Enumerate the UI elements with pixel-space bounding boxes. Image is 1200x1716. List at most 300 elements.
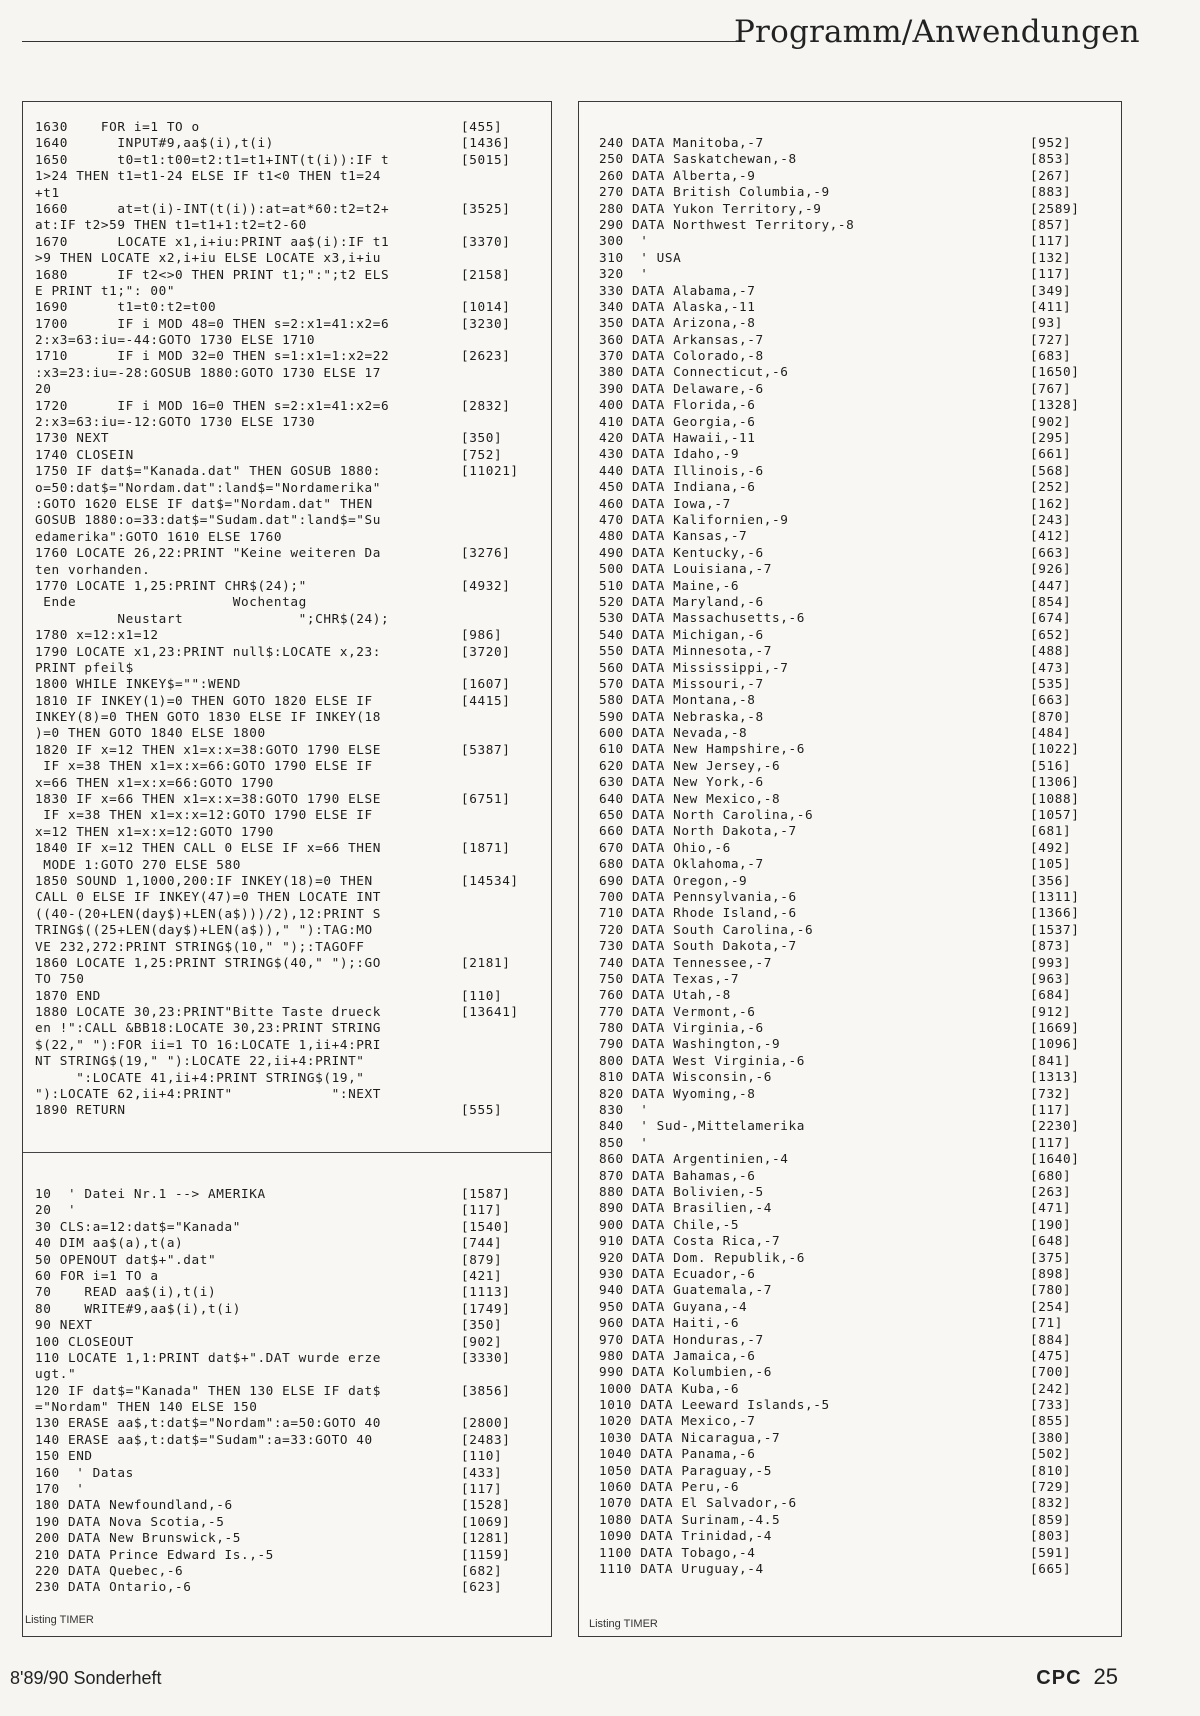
checksum: [375] xyxy=(1030,1249,1072,1265)
checksum: [674] xyxy=(1030,610,1072,626)
code-line: 100 CLOSEOUT xyxy=(35,1333,134,1349)
code-line: 260 DATA Alberta,-9 xyxy=(599,167,756,183)
checksum: [1669] xyxy=(1030,1020,1080,1036)
listing-caption-right: Listing TIMER xyxy=(589,1618,658,1630)
code-line: at:IF t2>59 THEN t1=t1+1:t2=t2-60 xyxy=(35,217,307,233)
checksum: [3230] xyxy=(461,315,511,331)
checksum: [729] xyxy=(1030,1479,1072,1495)
code-line: 1650 t0=t1:t00=t2:t1=t1+INT(t(i)):IF t xyxy=(35,151,390,167)
code-line: IF x=38 THEN x1=x:x=12:GOTO 1790 ELSE IF xyxy=(35,807,373,823)
checksum: [623] xyxy=(461,1579,503,1595)
checksum xyxy=(461,381,519,397)
code-line: 220 DATA Quebec,-6 xyxy=(35,1562,184,1578)
code-line: 620 DATA New Jersey,-6 xyxy=(599,757,781,773)
code-line: o=50:dat$="Nordam.dat":land$="Nordamerika" xyxy=(35,479,382,495)
checksum: [488] xyxy=(1030,643,1072,659)
code-line: 700 DATA Pennsylvania,-6 xyxy=(599,888,797,904)
checksum: [242] xyxy=(1030,1380,1072,1396)
checksum xyxy=(461,824,519,840)
code-line: 550 DATA Minnesota,-7 xyxy=(599,643,773,659)
checksum: [952] xyxy=(1030,135,1072,150)
checksum: [1436] xyxy=(461,135,511,151)
page-number: 25 xyxy=(1093,1664,1118,1689)
code-line: 1000 DATA Kuba,-6 xyxy=(599,1380,740,1396)
checksum: [652] xyxy=(1030,626,1072,642)
checksum: [3525] xyxy=(461,200,511,216)
code-line: 250 DATA Saskatchewan,-8 xyxy=(599,151,797,167)
checksum: [854] xyxy=(1030,593,1072,609)
code-line: 750 DATA Texas,-7 xyxy=(599,970,740,986)
checksum: [117] xyxy=(461,1481,503,1497)
checksum: [2832] xyxy=(461,397,511,413)
checksum: [2623] xyxy=(461,348,511,364)
code-line: 1760 LOCATE 26,22:PRINT "Keine weiteren Da xyxy=(35,545,382,561)
code-line: 1720 IF i MOD 16=0 THEN s=2:x1=41:x2=6 xyxy=(35,397,390,413)
code-line: 1050 DATA Paraguay,-5 xyxy=(599,1462,773,1478)
code-line: TRING$((25+LEN(day$)+LEN(a$))," "):TAG:MO xyxy=(35,922,373,938)
checksum: [471] xyxy=(1030,1200,1072,1216)
code-line: 810 DATA Wisconsin,-6 xyxy=(599,1069,773,1085)
code-line: 830 ' xyxy=(599,1102,649,1118)
code-line: :GOTO 1620 ELSE IF dat$="Nordam.dat" THEN xyxy=(35,495,373,511)
listing-code-block-top xyxy=(35,119,389,1119)
code-line: 480 DATA Kansas,-7 xyxy=(599,528,748,544)
code-line: 80 WRITE#9,aa$(i),t(i) xyxy=(35,1300,241,1316)
code-line: 1810 IF INKEY(1)=0 THEN GOTO 1820 ELSE IF xyxy=(35,692,373,708)
checksum: [568] xyxy=(1030,462,1072,478)
checksum xyxy=(461,365,519,381)
checksum xyxy=(461,611,519,627)
checksum: [883] xyxy=(1030,184,1072,200)
checksum xyxy=(461,168,519,184)
checksum xyxy=(461,529,519,545)
code-line: 1660 at=t(i)-INT(t(i)):at=at*60:t2=t2+ xyxy=(35,200,390,216)
checksum: [1159] xyxy=(461,1546,511,1562)
checksum: [2230] xyxy=(1030,1118,1080,1134)
checksum xyxy=(461,480,519,496)
code-line: 10 ' Datei Nr.1 --> AMERIKA xyxy=(35,1186,266,1201)
code-line: 800 DATA West Virginia,-6 xyxy=(599,1052,805,1068)
code-line: 1860 LOCATE 1,25:PRINT STRING$(40," ");:GO xyxy=(35,954,382,970)
code-line: 140 ERASE aa$,t:dat$="Sudam":a=33:GOTO 40 xyxy=(35,1431,373,1447)
code-line: 120 IF dat$="Kanada" THEN 130 ELSE IF dat$ xyxy=(35,1382,382,1398)
code-line: 230 DATA Ontario,-6 xyxy=(35,1579,192,1595)
code-line: 650 DATA North Carolina,-6 xyxy=(599,807,814,823)
checksum xyxy=(461,709,519,725)
code-line: 840 ' Sud-,Mittelamerika xyxy=(599,1118,805,1134)
checksum: [1313] xyxy=(1030,1069,1080,1085)
code-line: TO 750 xyxy=(35,971,85,987)
code-line: 320 ' xyxy=(599,266,649,282)
code-line: E PRINT t1;": 00" xyxy=(35,282,176,298)
code-line: Ende Wochentag xyxy=(35,594,307,610)
code-line: 910 DATA Costa Rica,-7 xyxy=(599,1233,781,1249)
checksum: [110] xyxy=(461,1448,503,1464)
code-line: 730 DATA South Dakota,-7 xyxy=(599,938,797,954)
code-line: 1060 DATA Peru,-6 xyxy=(599,1479,740,1495)
code-line: 1800 WHILE INKEY$="":WEND xyxy=(35,676,241,692)
checksum: [1281] xyxy=(461,1530,511,1546)
right-listing-box xyxy=(578,101,1122,1637)
checksum: [3720] xyxy=(461,643,511,659)
checksum: [2158] xyxy=(461,266,511,282)
code-line: 130 ERASE aa$,t:dat$="Nordam":a=50:GOTO 40 xyxy=(35,1415,382,1431)
code-line: 490 DATA Kentucky,-6 xyxy=(599,544,764,560)
checksum: [3370] xyxy=(461,233,511,249)
code-line: 1040 DATA Panama,-6 xyxy=(599,1446,756,1462)
code-line: 170 ' xyxy=(35,1481,85,1497)
code-line: 570 DATA Missouri,-7 xyxy=(599,675,764,691)
checksum: [5387] xyxy=(461,741,511,757)
code-line: 790 DATA Washington,-9 xyxy=(599,1036,781,1052)
checksum xyxy=(461,250,519,266)
checksum xyxy=(461,332,519,348)
checksum xyxy=(461,1020,519,1036)
checksum: [412] xyxy=(1030,528,1072,544)
checksum: [902] xyxy=(461,1333,503,1349)
checksum: [1650] xyxy=(1030,364,1080,380)
code-line: 720 DATA South Carolina,-6 xyxy=(599,921,814,937)
checksum: [853] xyxy=(1030,151,1072,167)
checksum: [648] xyxy=(1030,1233,1072,1249)
code-line: 560 DATA Mississippi,-7 xyxy=(599,659,789,675)
listing-caption-left: Listing TIMER xyxy=(25,1614,94,1626)
checksum: [1113] xyxy=(461,1284,511,1300)
checksum: [356] xyxy=(1030,872,1072,888)
checksum: [733] xyxy=(1030,1397,1072,1413)
checksum: [349] xyxy=(1030,282,1072,298)
code-line: 90 NEXT xyxy=(35,1317,93,1333)
checksum xyxy=(461,807,519,823)
checksum: [2800] xyxy=(461,1415,511,1431)
checksum: [727] xyxy=(1030,331,1072,347)
checksum: [516] xyxy=(1030,757,1072,773)
checksum: [190] xyxy=(1030,1216,1072,1232)
listing-checksums-right xyxy=(1030,135,1079,1577)
code-line: 430 DATA Idaho,-9 xyxy=(599,446,740,462)
checksum xyxy=(461,283,519,299)
checksum: [117] xyxy=(1030,1102,1072,1118)
code-line: ="Nordam" THEN 140 ELSE 150 xyxy=(35,1399,258,1415)
checksum: [963] xyxy=(1030,970,1072,986)
checksum: [117] xyxy=(1030,266,1072,282)
issue-label: 8'89/90 Sonderheft xyxy=(10,1668,162,1688)
magazine-logo: CPC xyxy=(1036,1667,1082,1689)
code-line: 1010 DATA Leeward Islands,-5 xyxy=(599,1397,830,1413)
code-line: 960 DATA Haiti,-6 xyxy=(599,1315,740,1331)
code-line: 110 LOCATE 1,1:PRINT dat$+".DAT wurde erze xyxy=(35,1349,382,1365)
code-line: 50 OPENOUT dat$+".dat" xyxy=(35,1251,217,1267)
checksum xyxy=(461,889,519,905)
checksum xyxy=(461,185,519,201)
checksum: [680] xyxy=(1030,1167,1072,1183)
code-line: 1780 x=12:x1=12 xyxy=(35,627,159,643)
checksum: [1871] xyxy=(461,840,511,856)
code-line: 1740 CLOSEIN xyxy=(35,446,134,462)
code-line: $(22," "):FOR ii=1 TO 16:LOCATE 1,ii+4:PRI xyxy=(35,1036,382,1052)
code-line: 580 DATA Montana,-8 xyxy=(599,692,756,708)
code-line: 1870 END xyxy=(35,987,101,1003)
listing-code-block-right xyxy=(599,135,854,1577)
checksum: [855] xyxy=(1030,1413,1072,1429)
code-line: 1890 RETURN xyxy=(35,1102,126,1118)
checksum: [767] xyxy=(1030,380,1072,396)
checksum xyxy=(461,217,519,233)
checksum: [926] xyxy=(1030,561,1072,577)
checksum xyxy=(461,857,519,873)
checksum: [492] xyxy=(1030,839,1072,855)
checksum: [2589] xyxy=(1030,200,1080,216)
checksum: [663] xyxy=(1030,692,1072,708)
code-line: edamerika":GOTO 1610 ELSE 1760 xyxy=(35,528,283,544)
code-line: 1850 SOUND 1,1000,200:IF INKEY(18)=0 THEN xyxy=(35,872,373,888)
code-line: 590 DATA Nebraska,-8 xyxy=(599,708,764,724)
code-line: 380 DATA Connecticut,-6 xyxy=(599,364,789,380)
checksum: [1640] xyxy=(1030,1151,1080,1167)
checksum: [3276] xyxy=(461,545,511,561)
checksum: [117] xyxy=(461,1202,503,1218)
code-line: NT STRING$(19," "):LOCATE 22,ii+4:PRINT" xyxy=(35,1053,365,1069)
code-line: 330 DATA Alabama,-7 xyxy=(599,282,756,298)
code-line: 270 DATA British Columbia,-9 xyxy=(599,184,830,200)
checksum: [2483] xyxy=(461,1431,511,1447)
code-line: 1070 DATA El Salvador,-6 xyxy=(599,1495,797,1511)
code-line: )=0 THEN GOTO 1840 ELSE 1800 xyxy=(35,725,266,741)
checksum: [1057] xyxy=(1030,807,1080,823)
code-line: 760 DATA Utah,-8 xyxy=(599,987,731,1003)
checksum: [661] xyxy=(1030,446,1072,462)
code-line: 310 ' USA xyxy=(599,249,682,265)
code-line: 180 DATA Newfoundland,-6 xyxy=(35,1497,233,1513)
checksum: [535] xyxy=(1030,675,1072,691)
checksum: [2181] xyxy=(461,954,511,970)
code-line: 1750 IF dat$="Kanada.dat" THEN GOSUB 1880: xyxy=(35,463,382,479)
checksum: [1096] xyxy=(1030,1036,1080,1052)
code-line: 2:x3=63:iu=-12:GOTO 1730 ELSE 1730 xyxy=(35,414,316,430)
code-line: 610 DATA New Hampshire,-6 xyxy=(599,741,805,757)
checksum: [700] xyxy=(1030,1364,1072,1380)
listing-checksums-bottom xyxy=(461,1186,510,1596)
checksum: [810] xyxy=(1030,1462,1072,1478)
code-line: 920 DATA Dom. Republik,-6 xyxy=(599,1249,805,1265)
checksum xyxy=(461,758,519,774)
code-line: 20 xyxy=(35,381,52,397)
code-line: 280 DATA Yukon Territory,-9 xyxy=(599,200,822,216)
code-line: 1880 LOCATE 30,23:PRINT"Bitte Taste drueck xyxy=(35,1004,382,1020)
code-line: 60 FOR i=1 TO a xyxy=(35,1267,159,1283)
listing-divider xyxy=(23,1152,551,1153)
code-line: "):LOCATE 62,ii+4:PRINT" ":NEXT xyxy=(35,1086,382,1102)
code-line: 1710 IF i MOD 32=0 THEN s=1:x1=1:x2=22 xyxy=(35,348,390,364)
code-line: 370 DATA Colorado,-8 xyxy=(599,348,764,364)
code-line: 20 ' xyxy=(35,1202,77,1218)
code-line: 1670 LOCATE x1,i+iu:PRINT aa$(i):IF t1 xyxy=(35,233,390,249)
checksum: [841] xyxy=(1030,1052,1072,1068)
code-line: 200 DATA New Brunswick,-5 xyxy=(35,1530,241,1546)
checksum: [433] xyxy=(461,1464,503,1480)
checksum: [682] xyxy=(461,1562,503,1578)
checksum xyxy=(461,594,519,610)
checksum: [350] xyxy=(461,1317,503,1333)
checksum: [1528] xyxy=(461,1497,511,1513)
checksum: [14534] xyxy=(461,872,519,888)
code-line: 70 READ aa$(i),t(i) xyxy=(35,1284,217,1300)
code-line: :x3=23:iu=-28:GOSUB 1880:GOTO 1730 ELSE 17 xyxy=(35,364,382,380)
checksum: [3330] xyxy=(461,1349,511,1365)
code-line: 390 DATA Delaware,-6 xyxy=(599,380,764,396)
code-line: VE 232,272:PRINT STRING$(10," ");:TAGOFF xyxy=(35,938,365,954)
code-line: 970 DATA Honduras,-7 xyxy=(599,1331,764,1347)
checksum: [884] xyxy=(1030,1331,1072,1347)
code-line: +t1 xyxy=(35,184,60,200)
code-line: 240 DATA Manitoba,-7 xyxy=(599,135,764,150)
checksum xyxy=(461,775,519,791)
code-line: 450 DATA Indiana,-6 xyxy=(599,479,756,495)
code-line: Neustart ";CHR$(24); xyxy=(35,610,390,626)
code-line: 1020 DATA Mexico,-7 xyxy=(599,1413,756,1429)
code-line: 1030 DATA Nicaragua,-7 xyxy=(599,1429,781,1445)
checksum: [252] xyxy=(1030,479,1072,495)
checksum: [484] xyxy=(1030,725,1072,741)
code-line: 1100 DATA Tobago,-4 xyxy=(599,1544,756,1560)
code-line: 1080 DATA Surinam,-4.5 xyxy=(599,1511,781,1527)
checksum: [411] xyxy=(1030,298,1072,314)
header-rule xyxy=(22,41,738,42)
checksum: [502] xyxy=(1030,1446,1072,1462)
code-line: 1110 DATA Uruguay,-4 xyxy=(599,1560,764,1576)
code-line: 710 DATA Rhode Island,-6 xyxy=(599,905,797,921)
code-line: 980 DATA Jamaica,-6 xyxy=(599,1347,756,1363)
checksum: [1366] xyxy=(1030,905,1080,921)
checksum: [665] xyxy=(1030,1560,1072,1576)
checksum: [879] xyxy=(461,1251,503,1267)
checksum: [380] xyxy=(1030,1429,1072,1445)
checksum: [11021] xyxy=(461,463,519,479)
checksum xyxy=(461,1037,519,1053)
checksum xyxy=(461,906,519,922)
code-line: ":LOCATE 41,ii+4:PRINT STRING$(19," xyxy=(35,1069,365,1085)
checksum xyxy=(461,660,519,676)
checksum xyxy=(461,512,519,528)
checksum: [684] xyxy=(1030,987,1072,1003)
code-line: 300 ' xyxy=(599,233,649,249)
code-line: ten vorhanden. xyxy=(35,561,151,577)
checksum: [5015] xyxy=(461,151,511,167)
code-line: 350 DATA Arizona,-8 xyxy=(599,315,756,331)
code-line: MODE 1:GOTO 270 ELSE 580 xyxy=(35,856,241,872)
checksum: [986] xyxy=(461,627,503,643)
checksum xyxy=(461,496,519,512)
checksum: [1022] xyxy=(1030,741,1080,757)
checksum: [1014] xyxy=(461,299,511,315)
checksum: [663] xyxy=(1030,544,1072,560)
checksum: [71] xyxy=(1030,1315,1063,1331)
code-line: 1840 IF x=12 THEN CALL 0 ELSE IF x=66 THEN xyxy=(35,840,382,856)
checksum: [898] xyxy=(1030,1265,1072,1281)
checksum: [555] xyxy=(461,1102,503,1118)
code-line: ugt." xyxy=(35,1366,77,1382)
checksum: [6751] xyxy=(461,791,511,807)
code-line: 360 DATA Arkansas,-7 xyxy=(599,331,764,347)
code-line: 290 DATA Northwest Territory,-8 xyxy=(599,216,855,232)
checksum xyxy=(461,562,519,578)
code-line: 1730 NEXT xyxy=(35,430,110,446)
checksum xyxy=(461,1070,519,1086)
code-line: 540 DATA Michigan,-6 xyxy=(599,626,764,642)
checksum: [859] xyxy=(1030,1511,1072,1527)
code-line: 530 DATA Massachusetts,-6 xyxy=(599,610,805,626)
code-line: 870 DATA Bahamas,-6 xyxy=(599,1167,756,1183)
code-line: 420 DATA Hawaii,-11 xyxy=(599,430,756,446)
code-line: 500 DATA Louisiana,-7 xyxy=(599,561,773,577)
code-line: en !":CALL &BB18:LOCATE 30,23:PRINT STRING xyxy=(35,1020,382,1036)
checksum: [1328] xyxy=(1030,397,1080,413)
code-line: 1>24 THEN t1=t1-24 ELSE IF t1<0 THEN t1=24 xyxy=(35,168,382,184)
checksum: [254] xyxy=(1030,1298,1072,1314)
checksum: [870] xyxy=(1030,708,1072,724)
listing-checksums-top xyxy=(461,119,519,1119)
code-line: 640 DATA New Mexico,-8 xyxy=(599,790,781,806)
checksum: [447] xyxy=(1030,577,1072,593)
checksum xyxy=(461,922,519,938)
code-line: 1830 IF x=66 THEN x1=x:x=38:GOTO 1790 ELSE xyxy=(35,791,382,807)
checksum xyxy=(461,725,519,741)
code-line: 930 DATA Ecuador,-6 xyxy=(599,1265,756,1281)
code-line: 1630 FOR i=1 TO o xyxy=(35,119,200,134)
code-line: 940 DATA Guatemala,-7 xyxy=(599,1282,773,1298)
checksum: [4415] xyxy=(461,692,511,708)
checksum: [1088] xyxy=(1030,790,1080,806)
code-line: 410 DATA Georgia,-6 xyxy=(599,413,756,429)
checksum: [263] xyxy=(1030,1184,1072,1199)
checksum: [857] xyxy=(1030,216,1072,232)
checksum xyxy=(461,939,519,955)
code-line: 780 DATA Virginia,-6 xyxy=(599,1020,764,1036)
checksum: [1540] xyxy=(461,1218,511,1234)
checksum: [267] xyxy=(1030,167,1072,183)
code-line: 890 DATA Brasilien,-4 xyxy=(599,1200,773,1216)
page-section-title: Programm/Anwendungen xyxy=(734,14,1140,50)
code-line: 630 DATA New York,-6 xyxy=(599,774,764,790)
checksum: [744] xyxy=(461,1235,503,1251)
code-line: ((40-(20+LEN(day$)+LEN(a$)))/2),12:PRINT S xyxy=(35,905,382,921)
checksum: [1749] xyxy=(461,1300,511,1316)
checksum xyxy=(461,1086,519,1102)
code-line: 470 DATA Kalifornien,-9 xyxy=(599,511,789,527)
code-line: 680 DATA Oklahoma,-7 xyxy=(599,856,764,872)
checksum xyxy=(461,1053,519,1069)
code-line: 1790 LOCATE x1,23:PRINT null$:LOCATE x,23: xyxy=(35,643,382,659)
checksum: [295] xyxy=(1030,430,1072,446)
left-listing-box xyxy=(22,101,552,1637)
code-line: PRINT pfeil$ xyxy=(35,659,134,675)
checksum: [902] xyxy=(1030,413,1072,429)
checksum: [1537] xyxy=(1030,921,1080,937)
code-line: 1690 t1=t0:t2=t00 xyxy=(35,299,217,315)
code-line: 150 END xyxy=(35,1448,93,1464)
code-line: 740 DATA Tennessee,-7 xyxy=(599,954,773,970)
code-line: x=66 THEN x1=x:x=66:GOTO 1790 xyxy=(35,774,274,790)
checksum xyxy=(461,971,519,987)
checksum: [110] xyxy=(461,987,503,1003)
checksum: [117] xyxy=(1030,233,1072,249)
checksum: [455] xyxy=(461,119,503,134)
code-line: >9 THEN LOCATE x2,i+iu ELSE LOCATE x3,i+iu xyxy=(35,250,382,266)
code-line: 1820 IF x=12 THEN x1=x:x=38:GOTO 1790 ELSE xyxy=(35,741,382,757)
code-line: 880 DATA Bolivien,-5 xyxy=(599,1184,764,1199)
code-line: 670 DATA Ohio,-6 xyxy=(599,839,731,855)
code-line: 520 DATA Maryland,-6 xyxy=(599,593,764,609)
